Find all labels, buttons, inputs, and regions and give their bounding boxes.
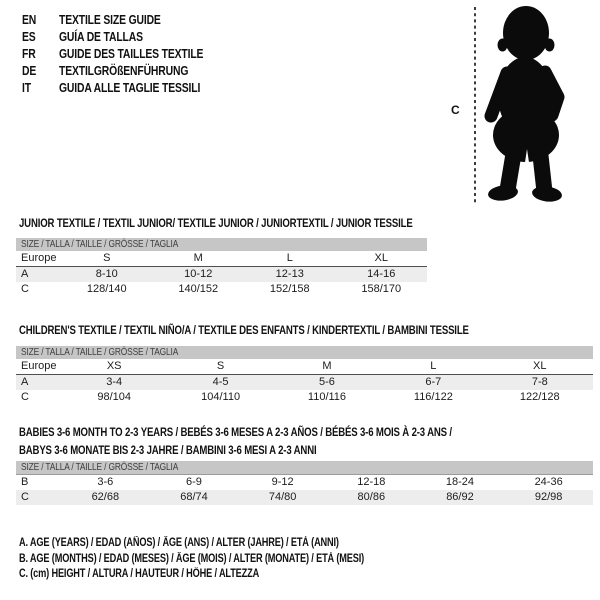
footnotes: [19, 536, 450, 583]
age-row: [16, 375, 593, 391]
children-table-title: CHILDREN'S TEXTILE / TEXTIL NIÑO/A / TEXTILE DES ENFANTS / KINDERTEXTIL / BAMBINI TESSILE: [19, 323, 469, 337]
size-cell: S: [61, 251, 153, 267]
language-label: TEXTILE SIZE GUIDE: [59, 12, 161, 27]
value-cell: 10-12: [153, 267, 245, 283]
size-cell: XL: [487, 359, 593, 375]
language-label: GUIDE DES TAILLES TEXTILE: [59, 46, 204, 61]
value-cell: 68/74: [150, 490, 239, 505]
value-cell: 3-6: [97, 476, 114, 488]
language-code: ES: [22, 29, 36, 44]
babies-table-title: BABIES 3-6 MONTH TO 2-3 YEARS / BEBÉS 3-6 MESES A 2-3 AÑOS / BÉBÉS 3-6 MOIS À 2-3 ANS / BABYS 3-6 MONATE BIS 2-3 JAHRE / BAMBINI 3-6 MESI A 2-3 ANNI: [19, 425, 452, 457]
value-cell: 104/110: [201, 391, 241, 403]
height-row: [16, 282, 427, 297]
size-cell: XS: [61, 359, 167, 375]
row-label: C: [21, 391, 29, 403]
junior-size-table: [16, 238, 427, 297]
region-label: Europe: [16, 359, 61, 375]
language-code: IT: [22, 80, 31, 95]
size-table: [16, 359, 593, 405]
value-cell: 14-16: [336, 267, 428, 283]
value-cell: 62/68: [61, 490, 150, 505]
language-code: DE: [22, 63, 37, 78]
value-cell: 12-18: [357, 476, 386, 488]
height-row: [16, 490, 593, 505]
value-cell: 110/116: [307, 391, 347, 403]
language-label: GUIDA ALLE TAGLIE TESSILI: [59, 80, 201, 95]
value-cell: 3-4: [61, 375, 167, 391]
row-label: A: [16, 267, 61, 283]
value-cell: 7-8: [487, 375, 593, 391]
value-cell: 8-10: [61, 267, 153, 283]
language-label: GUÍA DE TALLAS: [59, 29, 143, 44]
language-code: FR: [22, 46, 36, 61]
language-row-es: [22, 28, 239, 45]
value-cell: 122/128: [519, 391, 560, 403]
size-table: [16, 475, 593, 505]
size-cell: S: [167, 359, 273, 375]
size-row: [16, 359, 593, 375]
size-header-bar: [16, 346, 593, 359]
value-cell: 92/98: [504, 490, 593, 505]
height-measure-label: C: [451, 103, 460, 117]
value-cell: 4-5: [167, 375, 273, 391]
value-cell: 18-24: [445, 476, 475, 488]
row-label: C: [16, 490, 61, 505]
value-cell: 128/140: [86, 283, 127, 295]
children-size-table: [16, 346, 593, 405]
size-cell: M: [274, 359, 380, 375]
value-cell: 98/104: [97, 391, 132, 403]
value-cell: 140/152: [178, 283, 219, 295]
language-row-fr: [22, 45, 239, 62]
age-row: [16, 475, 593, 490]
footnote-age-months: B. AGE (MONTHS) / EDAD (MESES) / ÂGE (MOIS) / ALTER (MONATE) / ETÀ (MESI): [19, 552, 365, 565]
language-row-en: [22, 11, 239, 28]
size-header-bar: [16, 238, 427, 251]
height-row: [16, 390, 593, 405]
footnote-age-years: A. AGE (YEARS) / EDAD (AÑOS) / ÂGE (ANS) / ALTER (JAHRE) / ETÀ (ANNI): [19, 537, 339, 549]
value-cell: 80/86: [327, 490, 416, 505]
language-code: EN: [22, 12, 37, 27]
junior-table-title: JUNIOR TEXTILE / TEXTIL JUNIOR/ TEXTILE JUNIOR / JUNIORTEXTIL / JUNIOR TESSILE: [19, 216, 413, 230]
value-cell: 152/158: [269, 283, 310, 295]
language-row-it: [22, 79, 239, 96]
row-label: C: [21, 283, 29, 295]
size-cell: L: [244, 251, 336, 267]
row-label: A: [16, 375, 61, 391]
size-row: [16, 251, 427, 267]
value-cell: 74/80: [238, 490, 327, 505]
value-cell: 24-36: [534, 476, 563, 488]
value-cell: 5-6: [274, 375, 380, 391]
size-cell: L: [380, 359, 486, 375]
language-list: [22, 11, 239, 96]
baby-silhouette-icon: [479, 3, 589, 205]
footnote-height: C. (cm) HEIGHT / ALTURA / HAUTEUR / HÖHE / ALTEZZA: [19, 568, 260, 580]
region-label: Europe: [16, 251, 61, 267]
size-header-bar: [16, 461, 593, 475]
value-cell: 6-9: [186, 476, 202, 488]
height-measure-dashed-line: [473, 7, 477, 205]
row-label: B: [21, 476, 29, 488]
size-header-label: SIZE / TALLA / TAILLE / GRÖSSE / TAGLIA: [21, 238, 179, 250]
size-table: [16, 251, 427, 297]
value-cell: 158/170: [361, 283, 402, 295]
size-cell: XL: [336, 251, 428, 267]
value-cell: 86/92: [416, 490, 505, 505]
size-cell: M: [153, 251, 245, 267]
language-label: TEXTILGRÖßENFÜHRUNG: [59, 63, 189, 78]
value-cell: 9-12: [271, 476, 294, 488]
babies-size-table: [16, 461, 593, 505]
age-row: [16, 267, 427, 283]
language-row-de: [22, 62, 239, 79]
value-cell: 116/122: [413, 391, 453, 403]
value-cell: 12-13: [244, 267, 336, 283]
size-header-label: SIZE / TALLA / TAILLE / GRÖSSE / TAGLIA: [21, 461, 179, 473]
value-cell: 6-7: [380, 375, 486, 391]
size-header-label: SIZE / TALLA / TAILLE / GRÖSSE / TAGLIA: [21, 346, 179, 358]
